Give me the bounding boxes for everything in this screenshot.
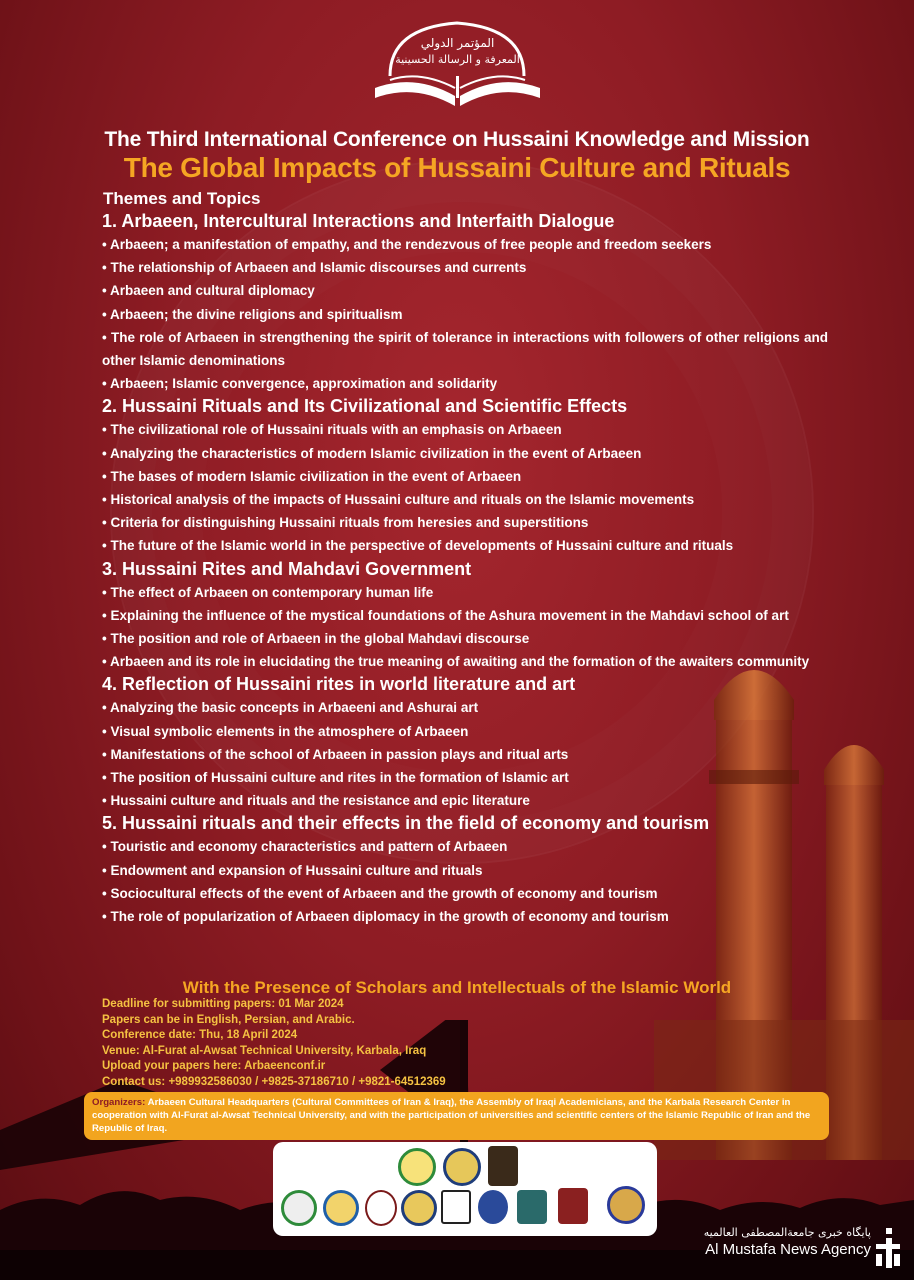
topic-item: • Analyzing the characteristics of modern Islamic civilization in the event of Arbaeen [102,442,828,465]
presence-banner: With the Presence of Scholars and Intellectuals of the Islamic World [182,978,732,997]
topic-item: • Touristic and economy characteristics and pattern of Arbaeen [102,835,828,858]
organizers-box [84,1092,829,1140]
agency-english-name: Al Mustafa News Agency [705,1241,871,1258]
topic-item: • Arbaeen and its role in elucidating the true meaning of awaiting and the formation of the awaiters community [102,650,828,673]
section-title: 3. Hussaini Rites and Mahdavi Government [102,558,472,579]
topic-item: • Arbaeen; Islamic convergence, approximation and solidarity [102,372,828,395]
section-title: 2. Hussaini Rituals and Its Civilizational and Scientific Effects [102,396,628,417]
topic-item: • The effect of Arbaeen on contemporary human life [102,581,828,604]
conference-title: The Third International Conference on Hussaini Knowledge and Mission [104,128,810,151]
partner-logo [398,1148,436,1186]
topic-item: • The bases of modern Islamic civilization in the event of Arbaeen [102,465,828,488]
contact-text: Contact us: +989932586030 / +9825-37186710 / +9821-64512369 [102,1075,446,1088]
partner-logo [558,1188,588,1224]
topic-item: • Endowment and expansion of Hussaini culture and rituals [102,859,828,882]
topic-item: • The position of Hussaini culture and rites in the formation of Islamic art [102,766,828,789]
topic-item: • Explaining the influence of the mystical foundations of the Ashura movement in the Mahdavi school of art [102,604,828,627]
partner-logo [323,1190,359,1226]
conference-logo [370,18,545,110]
partner-logo [478,1190,508,1224]
logo-arabic-line2: المعرفة و الرسالة الحسينية [395,53,520,66]
partner-logo [517,1190,547,1224]
languages-text: Papers can be in English, Persian, and Arabic. [102,1013,355,1026]
partner-logo [401,1190,437,1226]
upload-link[interactable]: Upload your papers here: Arbaeenconf.ir [102,1060,326,1072]
topic-item: • Manifestations of the school of Arbaeen in passion plays and ritual arts [102,743,828,766]
themes-heading: Themes and Topics [103,189,261,208]
partner-logo [365,1190,397,1226]
conference-info [102,997,446,1090]
topic-item: • The role of popularization of Arbaeen diplomacy in the growth of economy and tourism [102,905,828,928]
partner-logo [607,1186,645,1224]
partner-logo [441,1190,471,1224]
agency-credit [681,1226,871,1258]
topic-item: • Arbaeen; the divine religions and spiritualism [102,303,828,326]
themes-list [102,210,828,928]
conference-subtitle: The Global Impacts of Hussaini Culture and Rituals [123,152,791,183]
topic-item: • The future of the Islamic world in the perspective of developments of Hussaini culture and rituals [102,534,828,557]
topic-item: • Analyzing the basic concepts in Arbaeeni and Ashurai art [102,696,828,719]
topic-item: • The relationship of Arbaeen and Islamic discourses and currents [102,256,828,279]
partner-logo [281,1190,317,1226]
topic-item: • The civilizational role of Hussaini rituals with an emphasis on Arbaeen [102,418,828,441]
topic-item: • Sociocultural effects of the event of Arbaeen and the growth of economy and tourism [102,882,828,905]
section-title: 1. Arbaeen, Intercultural Interactions and Interfaith Dialogue [102,211,615,231]
topic-item: • Criteria for distinguishing Hussaini rituals from heresies and superstitions [102,511,828,534]
partner-logo [443,1148,481,1186]
partner-logo [488,1146,518,1186]
agency-logo-icon [872,1226,904,1270]
agency-persian-name: پایگاه خبری جامعةالمصطفی العالمیه [703,1226,871,1239]
topic-item: • Historical analysis of the impacts of Hussaini culture and rituals on the Islamic movements [102,488,828,511]
topic-item: • The role of Arbaeen in strengthening the spirit of tolerance in interactions with followers of other religions and other Islamic denominations [102,326,828,372]
topic-item: • Visual symbolic elements in the atmosphere of Arbaeen [102,720,828,743]
topic-item: • Arbaeen; a manifestation of empathy, and the rendezvous of free people and freedom seekers [102,233,828,256]
logo-arabic-line1: المؤتمر الدولي [420,36,495,50]
topic-item: • Hussaini culture and rituals and the resistance and epic literature [102,789,828,812]
partner-logos-panel [273,1142,657,1236]
venue-text: Venue: Al-Furat al-Awsat Technical University, Karbala, Iraq [102,1044,427,1057]
topic-item: • Arbaeen and cultural diplomacy [102,279,828,302]
deadline-text: Deadline for submitting papers: 01 Mar 2024 [102,998,344,1010]
organizers-text: Arbaeen Cultural Headquarters (Cultural Committees of Iran & Iraq), the Assembly of Iraqi Academicians, and the Karbala Research Center in cooperation with Al-Furat al-Awsat Technical University, and with the participation of universities and scientific centers of the Islamic Republic of Iran and the Republic of Iraq. [92,1097,811,1134]
organizers-label: Organizers: [92,1097,146,1108]
topic-item: • The position and role of Arbaeen in the global Mahdavi discourse [102,627,828,650]
section-title: 5. Hussaini rituals and their effects in the field of economy and tourism [102,813,710,834]
section-title: 4. Reflection of Hussaini rites in world literature and art [102,674,576,695]
conference-date-text: Conference date: Thu, 18 April 2024 [102,1029,298,1041]
